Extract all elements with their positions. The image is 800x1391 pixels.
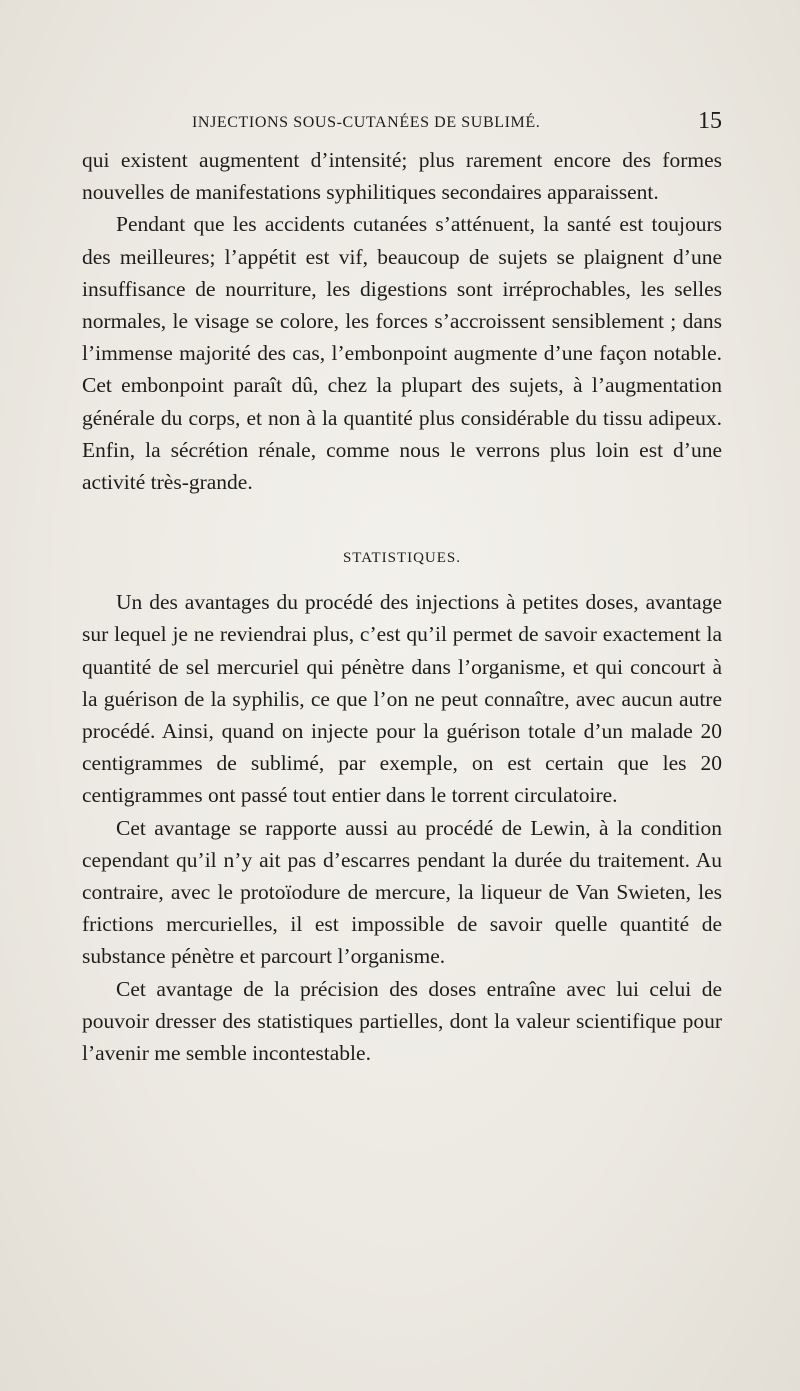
body-text bbox=[82, 144, 722, 1069]
running-title: INJECTIONS SOUS-CUTANÉES DE SUBLIMÉ. bbox=[192, 114, 541, 131]
paragraph-precision: Cet avantage de la précision des doses entraîne avec lui celui de pouvoir dresser des statistiques partielles, dont la valeur scientifique pour l’avenir me semble incontestable. bbox=[82, 976, 722, 1066]
paragraph-advantages: Un des avantages du procédé des injections à petites doses, avantage sur lequel je ne reviendrai plus, c’est qu’il permet de savoir exactement la quantité de sel mercuriel qui pénètre dans l’organisme, et qui concourt à la guérison de la syphilis, ce que l’on ne peut connaître, avec aucun autre procédé. Ainsi, quand on injecte pour la guérison totale d’un malade 20 centigrammes de sublimé, par exemple, on est certain que les 20 centigrammes ont passé tout entier dans le torrent circulatoire. bbox=[82, 590, 722, 808]
page-header bbox=[82, 108, 722, 138]
paragraph-health: Pendant que les accidents cutanées s’atténuent, la santé est toujours des meilleures; l’appétit est vif, beaucoup de sujets se plaignent d’une insuffisance de nourriture, les digestions sont irréprochables, les selles normales, le visage se colore, les forces s’accroissent sensiblement ; dans l’immense majorité des cas, l’embonpoint augmente d’une façon notable. Cet embonpoint paraît dû, chez la plupart des sujets, à l’augmentation générale du corps, et non à la quantité plus considérable du tissu adipeux. Enfin, la sécrétion rénale, comme nous le verrons plus loin est d’une activité très-grande. bbox=[82, 212, 722, 495]
page-number: 15 bbox=[698, 108, 722, 134]
paragraph-lewin: Cet avantage se rapporte aussi au procédé de Lewin, à la condition cependant qu’il n’y ait pas d’escarres pendant la durée du traitement. Au contraire, avec le protoïodure de mercure, la liqueur de Van Swieten, les frictions mercurielles, il est impossible de savoir quelle quantité de substance pénètre et parcourt l’organisme. bbox=[82, 815, 722, 969]
section-heading: STATISTIQUES. bbox=[342, 550, 462, 567]
paragraph-continuation: qui existent augmentent d’intensité; plus rarement encore des formes nouvelles de manifestations syphilitiques secondaires apparaissent. bbox=[82, 148, 722, 205]
